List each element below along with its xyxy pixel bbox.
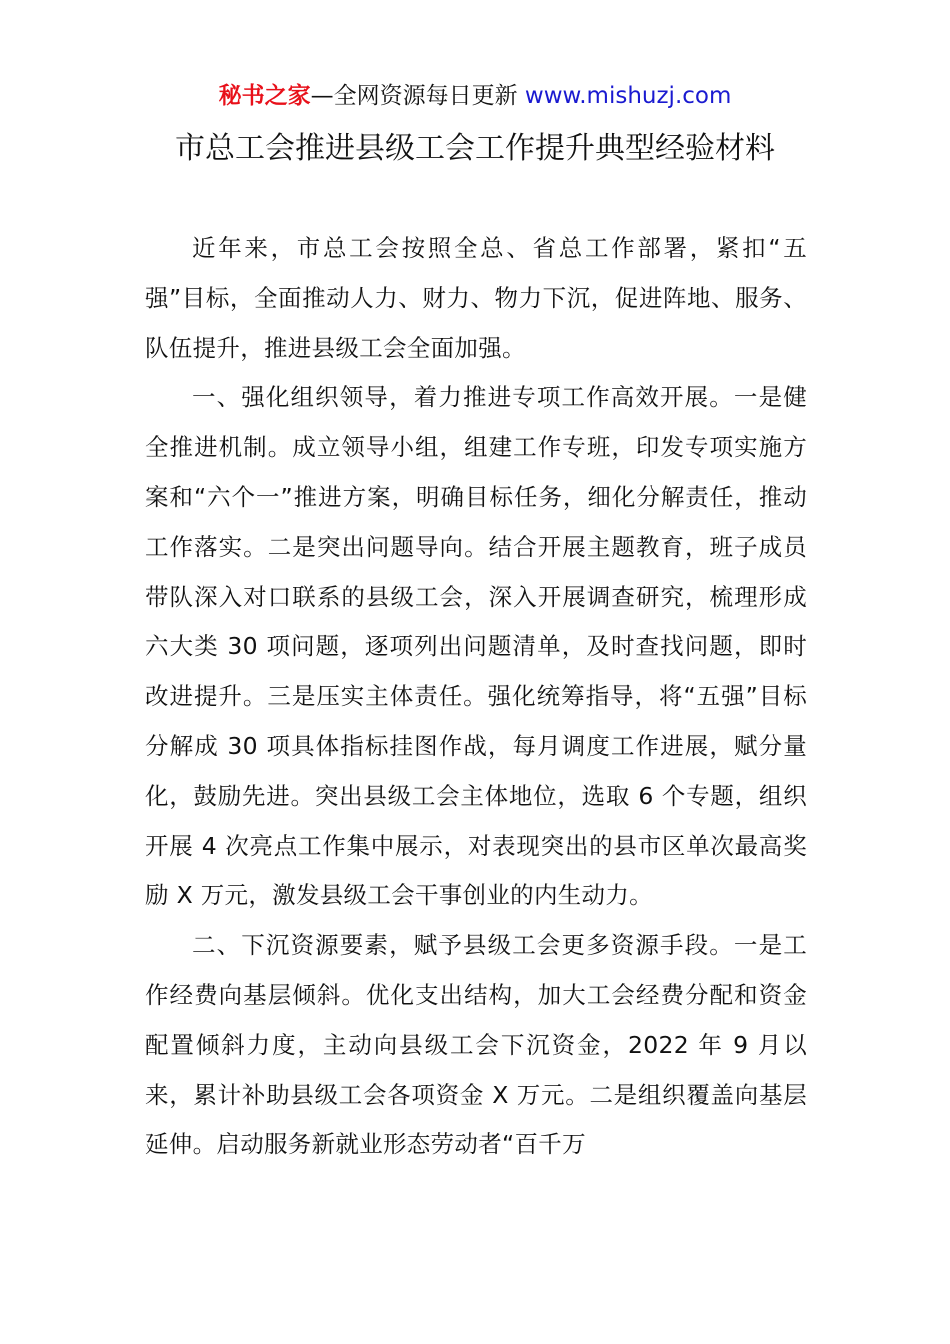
paragraph-section-1: 一、强化组织领导，着力推进专项工作高效开展。一是健全推进机制。成立领导小组，组建工作专班，印发专项实施方案和“六个一”推进方案，明确目标任务，细化分解责任，推动工作落实。二是突出问题导向。结合开展主题教育，班子成员带队深入对口联系的县级工会，深入开展调查研究，梳理形成六大类 30 项问题，逐项列出问题清单，及时查找问题，即时改进提升。三是压实主体责任。强化统筹指导，将“五强”目标分解成 30 项具体指标挂图作战，每月调度工作进展，赋分量化，鼓励先进。突出县级工会主体地位，选取 6 个专题，组织开展 4 次亮点工作集中展示，对表现突出的县市区单次最高奖励 X 万元，激发县级工会干事创业的内生动力。 bbox=[145, 383, 807, 910]
site-url-link[interactable]: www.mishuzj.com bbox=[524, 83, 732, 109]
site-banner bbox=[0, 80, 950, 112]
document-body bbox=[145, 224, 807, 1170]
banner-tagline: —全网资源每日更新 bbox=[310, 83, 518, 109]
paragraph-intro: 近年来，市总工会按照全总、省总工作部署，紧扣“五强”目标，全面推动人力、财力、物力下沉，促进阵地、服务、队伍提升，推进县级工会全面加强。 bbox=[145, 234, 807, 362]
document-title: 市总工会推进县级工会工作提升典型经验材料 bbox=[175, 131, 775, 166]
paragraph-section-2: 二、下沉资源要素，赋予县级工会更多资源手段。一是工作经费向基层倾斜。优化支出结构，加大工会经费分配和资金配置倾斜力度，主动向县级工会下沉资金，2022 年 9 月以来，累计补助县级工会各项资金 X 万元。二是组织覆盖向基层延伸。启动服务新就业形态劳动者“百千万 bbox=[145, 931, 807, 1159]
brand-name[interactable]: 秘书之家 bbox=[218, 83, 311, 109]
